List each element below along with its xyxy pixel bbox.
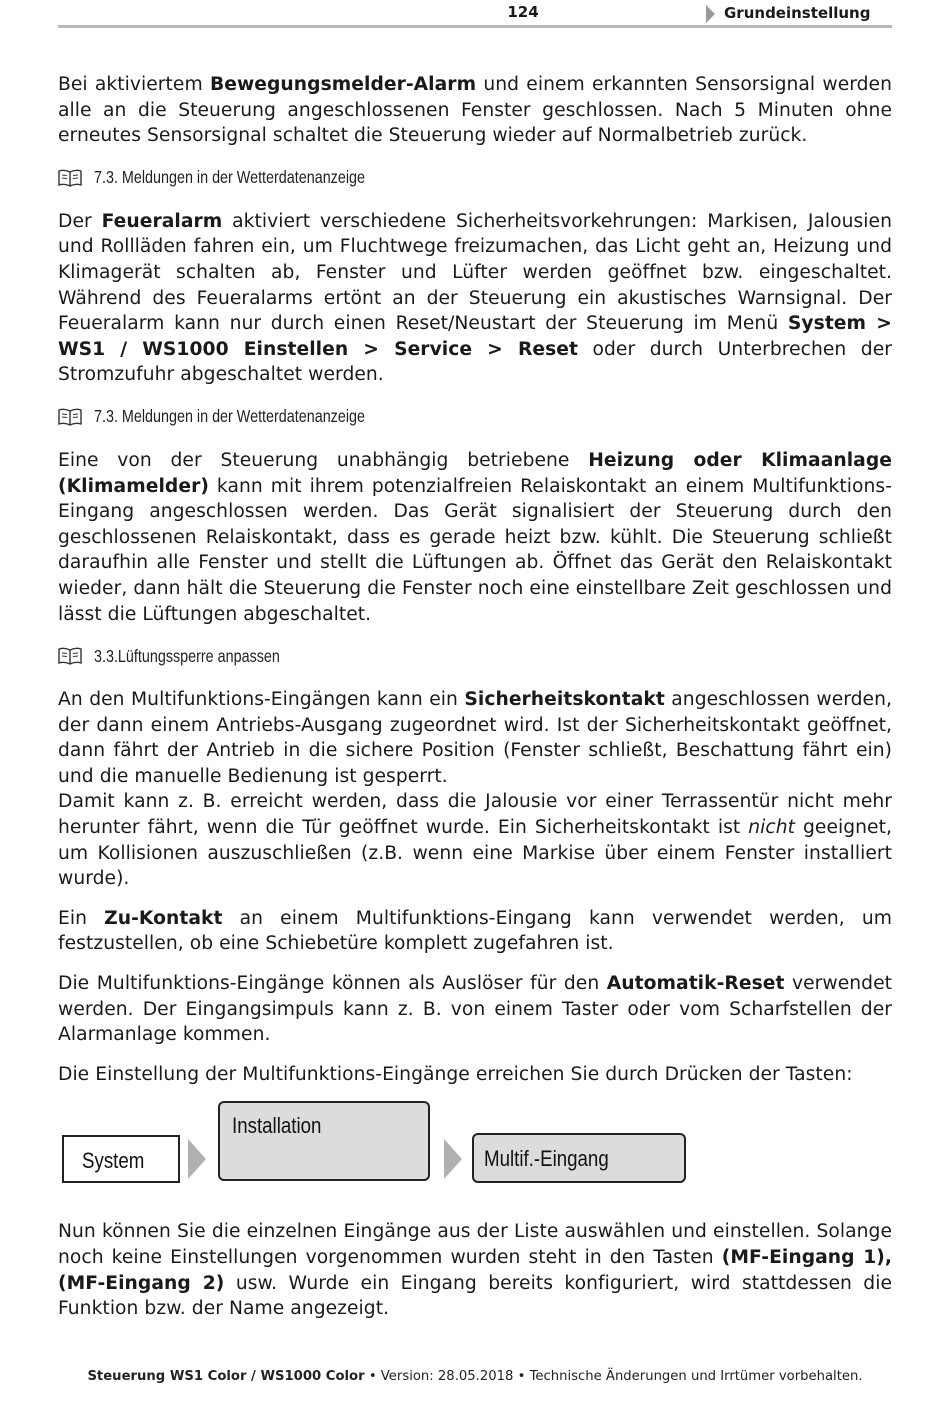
cross-reference[interactable]	[58, 163, 892, 193]
text: Nun können Sie die einzelnen Eingänge aus der Liste auswählen und einstellen. Solange noch keine Einstellungen vorgenommen wurden steht in den Tasten	[58, 1221, 892, 1268]
paragraph-climate	[58, 448, 892, 627]
term-climate: Heizung oder Klimaanlage (Klimamelder)	[58, 449, 892, 497]
reference-text: 7.3. Meldungen in der Wetterdatenanzeige	[94, 167, 365, 188]
arrow-right-icon	[188, 1139, 206, 1179]
term-mf-inputs: (MF-Eingang 1), (MF-Eingang 2)	[58, 1247, 892, 1294]
term-safety-contact: Sicherheitskontakt	[464, 689, 665, 711]
term-auto-reset: Automatik-Reset	[606, 973, 785, 995]
chapter-title: Grundeinstellung	[724, 4, 871, 22]
button-label: Multif.-Eingang	[484, 1146, 609, 1172]
page-header	[58, 0, 892, 28]
button-label: Installation	[232, 1113, 322, 1139]
paragraph-safety-contact	[58, 687, 892, 789]
footer-text: • Version: 28.05.2018 • Technische Änderungen und Irrtümer vorbehalten.	[364, 1369, 863, 1384]
header-rule	[58, 25, 892, 28]
text: usw. Wurde ein Eingang bereits konfiguriert, wird stattdessen die Funktion bzw. der Name angezeigt.	[58, 1272, 892, 1320]
term-motion-alarm: Bewegungsmelder-Alarm	[209, 74, 477, 95]
paragraph-fire-alarm	[58, 209, 892, 388]
emphasis: nicht	[748, 817, 795, 839]
page-number: 124	[507, 3, 539, 21]
button-sequence	[58, 1101, 892, 1209]
page-footer	[0, 1369, 950, 1384]
paragraph-close-contact	[58, 906, 892, 957]
text: Damit kann z. B. erreicht werden, dass die Jalousie vor einer Terrassentür nicht mehr herunter fährt, wenn die Tür geöffnet wurde. Ein Sicherheitskontakt ist	[58, 791, 892, 839]
reference-text: 3.3.Lüftungssperre anpassen	[94, 645, 280, 666]
book-icon	[58, 647, 82, 665]
term-close-contact: Zu-Kontakt	[104, 907, 223, 929]
chapter-arrow-icon	[706, 5, 715, 23]
page-content	[58, 72, 892, 1336]
paragraph-auto-reset	[58, 971, 892, 1048]
text: oder durch Unterbrechen der Stromzufuhr abgeschaltet werden.	[58, 338, 892, 386]
text: Eine von der Steuerung unabhängig betriebene	[58, 449, 589, 471]
text: geeignet, um Kollisionen auszuschließen (z.B. wenn eine Markise über einem Fenster installiert wurde).	[58, 817, 892, 890]
system-button[interactable]	[62, 1135, 180, 1183]
paragraph-example	[58, 789, 892, 891]
paragraph-motion-alarm	[58, 72, 892, 149]
text: und einem erkannten Sensorsignal werden alle an die Steuerung angeschlossenen Fenster geschlossen. Nach 5 Minuten ohne erneutes Sensorsignal schaltet die Steuerung wieder auf Normalbetrieb zurück.	[58, 74, 892, 147]
text: Ein	[58, 907, 105, 929]
book-icon	[58, 408, 82, 426]
paragraph-instructions: Die Einstellung der Multifunktions-Eingänge erreichen Sie durch Drücken der Tasten:	[58, 1063, 853, 1085]
text: angeschlossen werden, der dann einem Antriebs-Ausgang zugeordnet wird. Ist der Sicherheitskontakt geöffnet, dann fährt der Antrieb in die sichere Position (Fenster schließt, Beschattung fährt ein) und die manuelle Bedienung ist gesperrt.	[58, 689, 892, 787]
arrow-right-icon	[444, 1139, 462, 1179]
text: aktiviert verschiedene Sicherheitsvorkehrungen: Markisen, Jalousien und Rollläden fahren ein, um Fluchtwege freizumachen, das Licht geht an, Heizung und Klimagerät schalten ab, Fenster und Lüfter werden geöffnet bzw. eingeschaltet. Während des Feueralarms ertönt an der Steuerung ein akustisches Warnsignal. Der Feueralarm kann nur durch einen Reset/Neustart der Steuerung im Menü	[58, 210, 892, 335]
button-label: System	[82, 1148, 145, 1174]
reference-text: 7.3. Meldungen in der Wetterdatenanzeige	[94, 406, 365, 427]
text: Bei aktiviertem	[58, 74, 210, 95]
term-fire-alarm: Feueralarm	[101, 210, 223, 232]
text: verwendet werden. Der Eingangsimpuls kann z. B. von einem Taster oder vom Scharfstellen der Alarmanlage kommen.	[58, 973, 893, 1046]
multif-eingang-button[interactable]	[472, 1133, 686, 1183]
text: An den Multifunktions-Eingängen kann ein	[58, 689, 465, 711]
installation-button[interactable]	[218, 1101, 430, 1181]
cross-reference[interactable]	[58, 641, 892, 671]
paragraph-selection	[58, 1219, 892, 1321]
cross-reference[interactable]	[58, 402, 892, 432]
book-icon	[58, 169, 82, 187]
text: kann mit ihrem potenzialfreien Relaiskontakt an einem Multifunktions-Eingang angeschlossen werden. Das Gerät signalisiert der Steuerung durch den geschlossenen Relaiskontakt, dass es gerade heizt bzw. kühlt. Die Steuerung schließt daraufhin alle Fenster und stellt die Lüftungen ab. Öffnet das Gerät den Relaiskontakt wieder, dann hält die Steuerung die Fenster noch eine einstellbare Zeit geschlossen und lässt die Lüftungen abgeschaltet.	[58, 475, 892, 625]
text: an einem Multifunktions-Eingang kann verwendet werden, um festzustellen, ob eine Schiebetüre komplett zugefahren ist.	[58, 907, 893, 955]
footer-product: Steuerung WS1 Color / WS1000 Color	[87, 1369, 365, 1384]
menu-path: System > WS1 / WS1000 Einstellen > Service > Reset	[58, 313, 892, 360]
text: Der	[58, 210, 102, 232]
text: Die Multifunktions-Eingänge können als Auslöser für den	[58, 973, 607, 995]
